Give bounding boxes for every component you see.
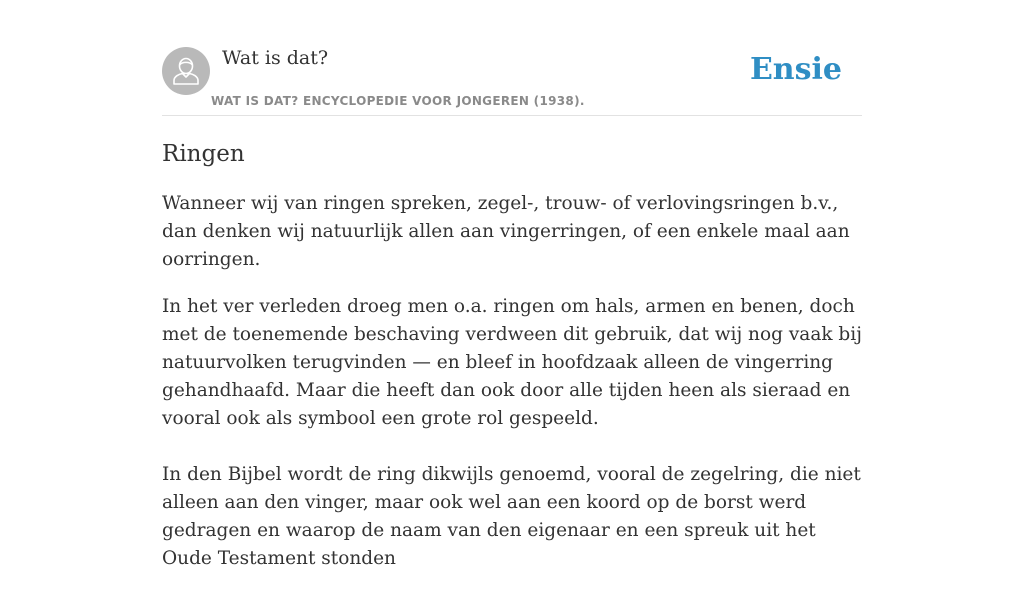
source-title[interactable]: Wat is dat?: [222, 47, 329, 69]
article: [162, 138, 862, 592]
source-header: [162, 46, 862, 116]
article-paragraph: Wanneer wij van ringen spreken, zegel-, trouw- of verlovingsringen b.v., dan denken wij natuurlijk allen aan vingerringen, of een enkele maal aan oorringen.: [162, 193, 850, 270]
article-paragraph: In den Bijbel wordt de ring dikwijls genoemd, vooral de zegelring, die niet alleen aan den vinger, maar ook wel aan een koord op de borst werd gedragen en waarop de naam van den eigenaar en een spreuk uit het Oude Testament stonden: [162, 464, 861, 569]
ensie-logo[interactable]: Ensie: [749, 52, 842, 87]
article-paragraph: In het ver verleden droeg men o.a. ringen om hals, armen en benen, doch met de toenemende beschaving verdween dit gebruik, dat wij nog vaak bij natuurvolken terugvinden — en bleef in hoofdzaak alleen de vingerring gehandhaafd. Maar die heeft dan ook door alle tijden heen als sieraad en vooral ook als symbool een grote rol gespeeld.: [162, 296, 862, 429]
avatar[interactable]: [162, 47, 210, 95]
article-title: Ringen: [162, 141, 245, 167]
source-subtitle: WAT IS DAT? ENCYCLOPEDIE VOOR JONGEREN (1938).: [211, 94, 585, 108]
user-icon: [162, 47, 210, 95]
